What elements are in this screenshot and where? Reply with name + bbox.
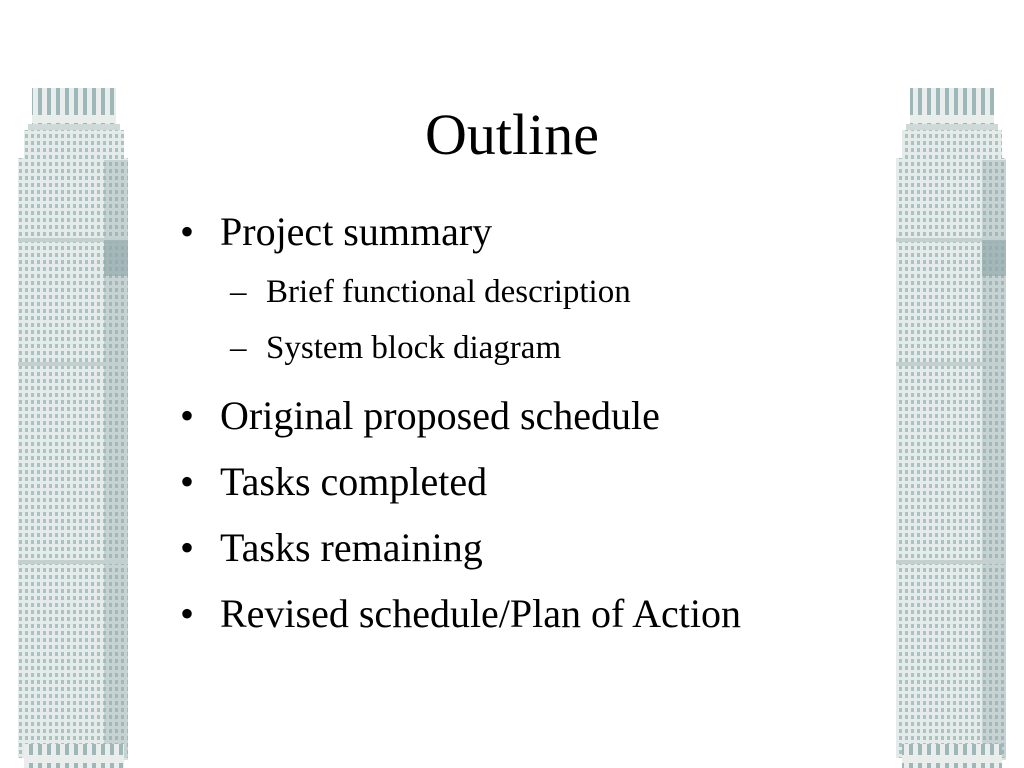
bullet-list xyxy=(180,206,741,654)
bullet-item xyxy=(180,522,741,574)
bullet-text: Project summary xyxy=(220,209,493,254)
bullet-glyph: • xyxy=(180,525,195,570)
bullet-item xyxy=(180,390,741,442)
sub-bullet-glyph: – xyxy=(230,330,247,366)
sub-bullet-text: System block diagram xyxy=(266,330,562,366)
bullet-glyph: • xyxy=(180,393,195,438)
bullet-glyph: • xyxy=(180,591,195,636)
sub-bullet-item xyxy=(220,264,741,320)
sub-bullet-item xyxy=(220,320,741,376)
slide-title: Outline xyxy=(425,102,599,167)
bullet-text: Revised schedule/Plan of Action xyxy=(220,591,742,636)
sub-bullet-glyph: – xyxy=(230,274,247,310)
bullet-item xyxy=(180,206,741,376)
bullet-item xyxy=(180,456,741,508)
bullet-text: Original proposed schedule xyxy=(220,393,660,438)
sub-bullet-text: Brief functional description xyxy=(266,274,631,310)
sub-bullet-list xyxy=(220,264,741,376)
bullet-glyph: • xyxy=(180,209,195,254)
bullet-text: Tasks remaining xyxy=(220,525,483,570)
bullet-text: Tasks completed xyxy=(220,459,488,504)
bullet-glyph: • xyxy=(180,459,195,504)
bullet-item xyxy=(180,588,741,640)
